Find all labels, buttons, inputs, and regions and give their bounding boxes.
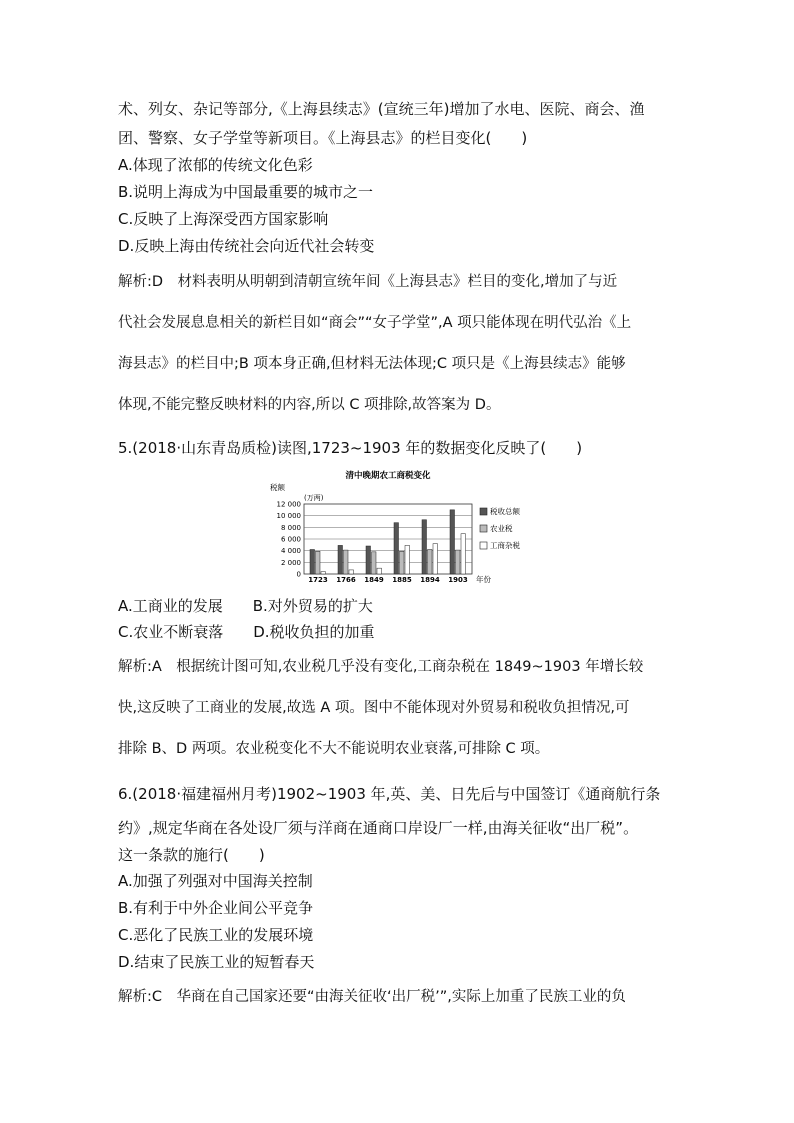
- bar-税收总额-1903: [450, 510, 455, 574]
- legend-swatch: [480, 508, 487, 515]
- legend-label: 农业税: [490, 524, 513, 533]
- legend-label: 税收总额: [490, 507, 520, 516]
- q6-solution-line-1: 解析:C 华商在自己国家还要“由海关征收‘出厂税’”,实际上加重了民族工业的负: [118, 989, 626, 1005]
- chart-unit: (万两): [304, 494, 324, 502]
- q6-option-b: B.有利于中外企业间公平竞争: [118, 899, 314, 917]
- q4-solution-line-2: 代社会发展息息相关的新栏目如“商会”“女子学堂”,A 项只能体现在明代弘治《上: [118, 315, 632, 331]
- bar-农业税-1885: [400, 551, 405, 574]
- y-tick-label: 10 000: [276, 512, 301, 521]
- bar-工商杂税-1885: [405, 545, 410, 574]
- bar-税收总额-1766: [338, 545, 343, 574]
- bar-农业税-1894: [428, 550, 433, 575]
- q5-options-row-2: C.农业不断衰落 D.税收负担的加重: [118, 623, 375, 641]
- x-tick-label: 1885: [392, 576, 412, 584]
- y-tick-label: 12 000: [276, 500, 301, 509]
- legend-swatch: [480, 525, 487, 532]
- x-tick-label: 1849: [364, 576, 384, 584]
- q4-solution-line-3: 海县志》的栏目中;B 项本身正确,但材料无法体现;C 项只是《上海县续志》能够: [118, 356, 626, 372]
- q6-stem-line-1: 6.(2018·福建福州月考)1902~1903 年,英、美、日先后与中国签订《通商航行条: [118, 785, 661, 803]
- legend-swatch: [480, 542, 487, 549]
- tax-bar-chart: [268, 468, 532, 586]
- q4-option-c: C.反映了上海深受西方国家影响: [118, 210, 329, 228]
- q6-stem-line-3: 这一条款的施行( ): [118, 846, 265, 864]
- bar-农业税-1766: [344, 550, 349, 574]
- q4-option-a: A.体现了浓郁的传统文化色彩: [118, 156, 313, 174]
- bar-税收总额-1723: [310, 550, 315, 575]
- bar-税收总额-1894: [422, 520, 427, 574]
- x-tick-label: 1723: [308, 576, 328, 584]
- bar-工商杂税-1849: [377, 568, 382, 574]
- q6-stem-line-2: 约》,规定华商在各处设厂须与洋商在通商口岸设厂一样,由海关征收“出厂税”。: [118, 819, 639, 837]
- x-tick-label: 1894: [420, 576, 440, 584]
- bar-工商杂税-1766: [349, 570, 354, 574]
- bar-税收总额-1849: [366, 546, 371, 574]
- q5-stem: 5.(2018·山东青岛质检)读图,1723~1903 年的数据变化反映了( ): [118, 439, 583, 457]
- bar-工商杂税-1894: [433, 544, 438, 574]
- bar-农业税-1903: [456, 550, 461, 574]
- q4-option-d: D.反映上海由传统社会向近代社会转变: [118, 237, 375, 255]
- y-tick-label: 8 000: [280, 523, 301, 532]
- q5-options-row-1: A.工商业的发展 B.对外贸易的扩大: [118, 597, 373, 615]
- bar-农业税-1723: [316, 551, 321, 574]
- q6-option-c: C.恶化了民族工业的发展环境: [118, 926, 314, 944]
- q5-solution-line-1: 解析:A 根据统计图可知,农业税几乎没有变化,工商杂税在 1849~1903 年增长较: [118, 659, 644, 675]
- bar-工商杂税-1723: [321, 572, 326, 574]
- y-tick-label: 6 000: [280, 535, 301, 544]
- bar-税收总额-1885: [394, 523, 399, 574]
- y-tick-label: 4 000: [280, 547, 301, 556]
- legend-label: 工商杂税: [490, 541, 520, 550]
- q5-solution-line-3: 排除 B、D 两项。农业税变化不大不能说明农业衰落,可排除 C 项。: [118, 741, 550, 757]
- x-tick-label: 1903: [448, 576, 468, 584]
- q4-stem-line-2: 团、警察、女子学堂等新项目。《上海县志》的栏目变化( ): [118, 129, 528, 147]
- q4-solution-line-4: 体现,不能完整反映材料的内容,所以 C 项排除,故答案为 D。: [118, 397, 501, 413]
- bar-工商杂税-1903: [461, 534, 466, 574]
- bar-农业税-1849: [372, 552, 377, 574]
- q4-option-b: B.说明上海成为中国最重要的城市之一: [118, 183, 374, 201]
- q5-solution-line-2: 快,这反映了工商业的发展,故选 A 项。图中不能体现对外贸易和税收负担情况,可: [118, 700, 630, 716]
- y-tick-label: 0: [296, 570, 301, 579]
- y-tick-label: 2 000: [280, 558, 301, 567]
- chart-title: 清中晚期农工商税变化: [345, 471, 431, 481]
- q4-stem-line-1: 术、列女、杂记等部分,《上海县续志》(宣统三年)增加了水电、医院、商会、渔: [118, 100, 645, 118]
- q4-solution-line-1: 解析:D 材料表明从明朝到清朝宣统年间《上海县志》栏目的变化,增加了与近: [118, 274, 618, 290]
- q6-option-a: A.加强了列强对中国海关控制: [118, 872, 313, 890]
- chart-ylabel: 税额: [270, 483, 285, 492]
- q6-option-d: D.结束了民族工业的短暂春天: [118, 953, 315, 971]
- chart-xlabel: 年份: [476, 575, 491, 584]
- x-tick-label: 1766: [336, 576, 356, 584]
